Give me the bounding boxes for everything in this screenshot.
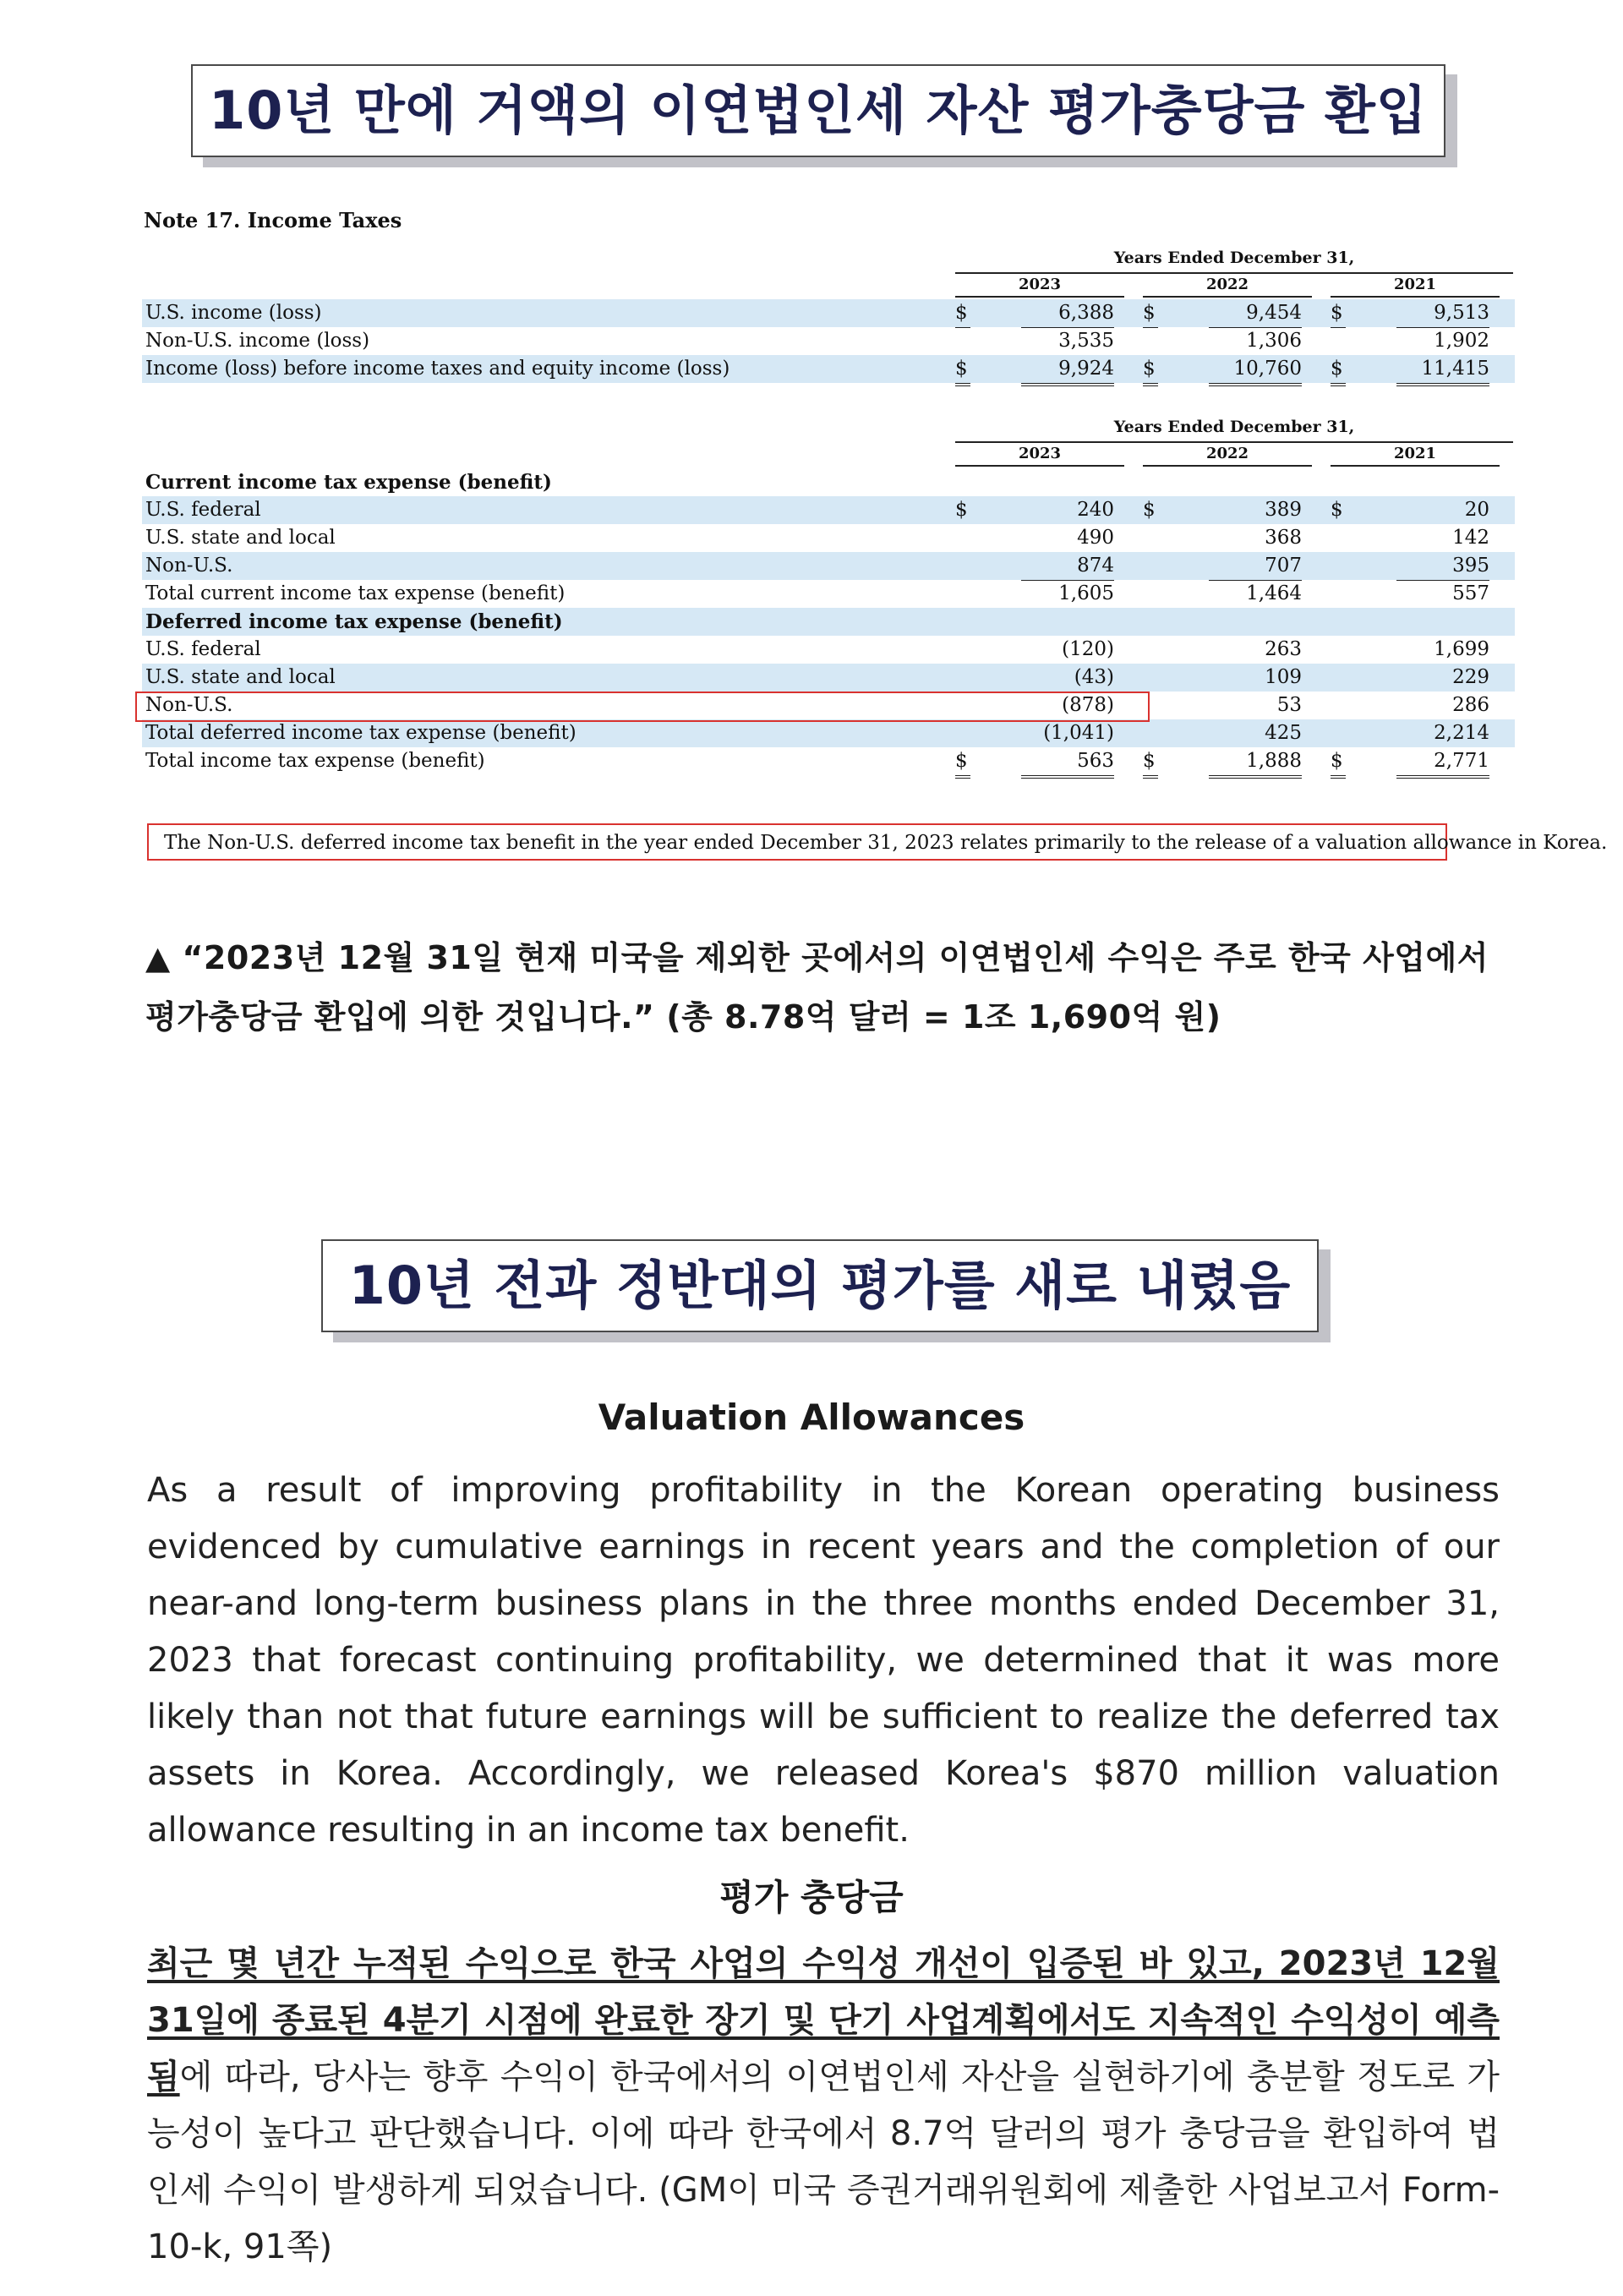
table-row: U.S. state and local (43) 109 229 (142, 664, 1515, 692)
table-row: Non-U.S. 874 707 395 (142, 552, 1515, 580)
ko-heading: 평가 충당금 (719, 1877, 904, 1918)
highlight-box (135, 692, 1150, 722)
income-table (142, 299, 1515, 383)
year-header: 2023 (955, 276, 1124, 298)
table-row: U.S. federal $ 240 $ 389 $ 20 (142, 496, 1515, 524)
ko-paragraph-underlined: 최근 몇 년간 누적된 수익으로 한국 사업의 수익성 개선이 입증된 바 있고, 2023년 12월 31일에 종료된 4분기 시점에 완료한 장기 및 단기 사업계획에서도 지속적인 수익성이 예측됨 (147, 1944, 1500, 2096)
ko-paragraph (147, 1936, 1500, 2276)
table-row: U.S. federal (120) 263 1,699 (145, 638, 1489, 660)
table-row: Income (loss) before income taxes and equity income (loss) $ 9,924 $ 10,760 $ 11,415 (142, 355, 1515, 383)
en-paragraph: As a result of improving profitability in the Korean operating business evidenced by cumulative earnings in recent years and the completion of our near-and long-term business plans in the three months ended December 31, 2023 that forecast continuing profitability, we determined that it was more likely than not that future earnings will be sufficient to realize the deferred tax assets in Korea. Accordingly, we released Korea's $870 million valuation allowance resulting in an income tax benefit. (147, 1471, 1500, 1850)
year-header: 2022 (1143, 445, 1312, 467)
quote-line: ▲ “2023년 12월 31일 현재 미국을 제외한 곳에서의 이연법인세 수익은 주로 한국 사업에서 (145, 939, 1489, 976)
section-header-current: Current income tax expense (benefit) (145, 471, 552, 494)
table2-year-headers (955, 441, 1513, 468)
table2-period-header: Years Ended December 31, (1113, 418, 1355, 436)
section-title-1: 10년 만에 거액의 이연법인세 자산 평가충당금 환입 (191, 64, 1445, 157)
table-row: Total deferred income tax expense (benefit) (1,041) 425 2,214 (142, 719, 1515, 747)
table-row: Total current income tax expense (benefit) 1,605 1,464 557 (145, 582, 1489, 604)
footnote: The Non-U.S. deferred income tax benefit in the year ended December 31, 2023 relates primarily to the release of a valuation allowance in Korea. (147, 823, 1447, 861)
tax-expense-table (142, 468, 1515, 775)
table1-period-header: Years Ended December 31, (1113, 249, 1355, 267)
table-row-highlighted: Non-U.S. (878) 53 286 (142, 692, 1515, 719)
quote-caption (145, 928, 1498, 1047)
table-row: U.S. state and local 490 368 142 (145, 527, 1489, 549)
section-header-deferred: Deferred income tax expense (benefit) (142, 608, 1515, 636)
year-header: 2021 (1331, 445, 1500, 467)
note-title: Note 17. Income Taxes (144, 208, 402, 232)
year-header: 2022 (1143, 276, 1312, 298)
year-header: 2021 (1331, 276, 1500, 298)
section-title-2: 10년 전과 정반대의 평가를 새로 내렸음 (321, 1239, 1319, 1332)
table-row: U.S. income (loss) $ 6,388 $ 9,454 $ 9,513 (142, 299, 1515, 327)
ko-paragraph-rest: 에 따라, 당사는 향후 수익이 한국에서의 이연법인세 자산을 실현하기에 충분할 정도로 가능성이 높다고 판단했습니다. 이에 따라 한국에서 8.7억 달러의 평가 충당금을 환입하여 법인세 수익이 발생하게 되었습니다. (GM이 미국 증권거래위원회에 제출한 사업보고서 Form-10-k, 91쪽) (147, 2058, 1500, 2266)
table-row: Non-U.S. income (loss) 3,535 1,306 1,902 (142, 327, 1515, 355)
quote-line: 평가충당금 환입에 의한 것입니다.” (총 8.78억 달러 = 1조 1,690억 원) (145, 998, 1221, 1036)
table1-year-headers (955, 272, 1513, 299)
table-row: Total income tax expense (benefit) $ 563 $ 1,888 $ 2,771 (142, 747, 1515, 775)
en-heading: Valuation Allowances (598, 1397, 1025, 1438)
year-header: 2023 (955, 445, 1124, 467)
